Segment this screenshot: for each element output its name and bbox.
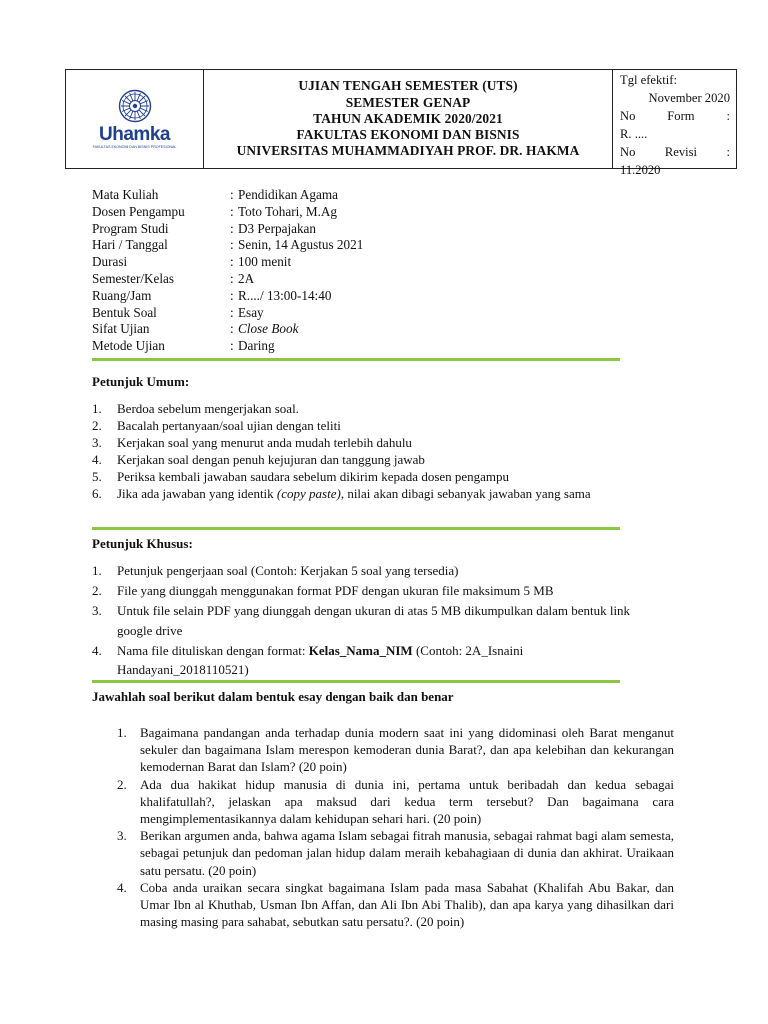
list-item-text: Petunjuk pengerjaan soal (Contoh: Kerjakan 5 soal yang tersedia) xyxy=(117,563,459,578)
list-item: 1. Berdoa sebelum mengerjakan soal. xyxy=(92,400,675,417)
semester-line: SEMESTER GENAP xyxy=(345,94,471,110)
question-item: 1. Bagaimana pandangan anda terhadap dunia modern saat ini yang didominasi oleh Barat menganut sekuler dan bagaimana Islam merespon kemoderan dunia Barat?, dan apa kelebihan dan kekurangan kemodernan Barat dan Islam? (20 poin) xyxy=(117,725,674,775)
form-number-label-b: Form xyxy=(667,109,695,123)
info-value: Esay xyxy=(238,304,264,320)
revision-label-a: No xyxy=(620,145,636,159)
info-value: Senin, 14 Agustus 2021 xyxy=(238,237,364,253)
general-instructions-title: Petunjuk Umum: xyxy=(92,374,190,389)
list-item-text: Kerjakan soal dengan penuh kejujuran dan tanggung jawab xyxy=(117,452,425,467)
info-label: Dosen Pengampu xyxy=(92,203,185,219)
general-instructions-list xyxy=(92,400,675,502)
info-label: Ruang/Jam xyxy=(92,287,152,303)
info-separator: : xyxy=(230,220,234,236)
form-number-label-a: No xyxy=(620,109,636,123)
form-meta-block xyxy=(613,70,736,177)
info-separator: : xyxy=(230,321,234,337)
list-item-text: Berdoa sebelum mengerjakan soal. xyxy=(117,401,299,416)
question-text: Berikan argumen anda, bahwa agama Islam sebagai fitrah manusia, sebagai rahmat bagi alam semesta, sebagai petunjuk dan pedoman jalan hidup dalam meraih kebahagiaan di dunia dan akhirat. Uraikaan satu persatu. (20 poin) xyxy=(140,828,674,878)
document-header xyxy=(65,69,737,177)
list-item: 2. File yang diunggah menggunakan format PDF dengan ukuran file maksimum 5 MB xyxy=(92,581,652,601)
revision-label-b: Revisi xyxy=(664,145,698,159)
faculty-line: FAKULTAS EKONOMI DAN BISNIS xyxy=(296,127,520,143)
course-info xyxy=(92,187,363,355)
list-item: 1. Petunjuk pengerjaan soal (Contoh: Kerjakan 5 soal yang tersedia) xyxy=(92,561,652,581)
list-item-text: Bacalah pertanyaan/soal ujian dengan teliti xyxy=(117,418,341,433)
questions-title: Jawahlah soal berikut dalam bentuk esay dengan baik dan benar xyxy=(92,689,454,704)
list-item: 2. Bacalah pertanyaan/soal ujian dengan teliti xyxy=(92,417,675,434)
question-text: Ada dua hakikat hidup manusia di dunia ini, pertama untuk beribadah dan kedua sebagai khalifatullah?, jelaskan apa maksud dari kedua term tersebut? Dan bagaimana cara mengimplementasikannya dalam kehidupan sehari hari. (20 poin) xyxy=(140,776,674,827)
info-label: Hari / Tanggal xyxy=(92,237,168,253)
question-item: 4. Coba anda uraikan secara singkat bagaimana Islam pada masa Sabahat (Khalifah Abu Bakar, dan Umar Ibn al Khuthab, Usman Ibn Affan, dan Ali Ibn Abi Thalib), dan apa karya yang dihasilkan dari masing masing para sahabat, sebutkan satu persatu?. (20 poin) xyxy=(117,879,674,930)
list-item-text: Kerjakan soal yang menurut anda mudah terlebih dahulu xyxy=(117,435,412,450)
exam-nature-value: Close Book xyxy=(238,321,299,337)
info-value: R..../ 13:00-14:40 xyxy=(238,287,332,303)
list-item: 3. Kerjakan soal yang menurut anda mudah terlebih dahulu xyxy=(92,434,675,451)
effective-date-label: Tgl efektif: xyxy=(620,73,677,87)
info-separator: : xyxy=(230,338,234,354)
info-separator: : xyxy=(230,203,234,219)
info-label: Sifat Ujian xyxy=(92,321,150,337)
info-row xyxy=(92,321,363,338)
info-value: Pendidikan Agama xyxy=(238,187,338,202)
list-item: 3. Untuk file selain PDF yang diunggah dengan ukuran di atas 5 MB dikumpulkan dalam bentuk link google drive xyxy=(92,601,652,640)
info-separator: : xyxy=(230,237,234,253)
effective-date-value: November 2020 xyxy=(648,91,730,105)
info-label: Semester/Kelas xyxy=(92,270,175,286)
revision-row xyxy=(620,143,730,161)
info-separator: : xyxy=(230,187,234,202)
file-format-emphasis: Kelas_Nama_NIM xyxy=(308,642,413,658)
info-value: Daring xyxy=(238,338,275,354)
info-value: Toto Tohari, M.Ag xyxy=(238,203,338,219)
info-value: 100 menit xyxy=(238,254,292,270)
info-value: 2A xyxy=(238,270,255,286)
logo-text: Uhamka xyxy=(99,123,170,145)
list-item-text: Nama file dituliskan dengan format: Kelas_Nama_NIM (Contoh: 2A_Isnaini Handayani_2018110521) xyxy=(117,642,524,677)
list-item-text: Periksa kembali jawaban saudara sebelum dikirim kepada dosen pengampu xyxy=(117,469,510,484)
divider xyxy=(92,527,620,530)
question-text: Coba anda uraikan secara singkat bagaimana Islam pada masa Sabahat (Khalifah Abu Bakar, dan Umar Ibn al Khuthab, Usman Ibn Affan, dan Ali Ibn Abi Thalib), dan apa karya yang dihasilkan dari masing masing para sahabat, sebutkan satu persatu?. (20 poin) xyxy=(140,879,674,930)
revision-value: 11.2020 xyxy=(620,163,661,177)
info-row xyxy=(92,221,363,238)
info-label: Program Studi xyxy=(92,220,169,236)
special-instructions-list xyxy=(92,561,652,680)
info-label: Bentuk Soal xyxy=(92,304,157,320)
divider xyxy=(92,680,620,683)
info-separator: : xyxy=(230,304,234,320)
info-value xyxy=(238,321,298,338)
info-row xyxy=(92,288,363,305)
question-item: 2. Ada dua hakikat hidup manusia di dunia ini, pertama untuk beribadah dan kedua sebagai khalifatullah?, jelaskan apa maksud dari kedua term tersebut? Dan bagaimana cara mengimplementasikannya dalam kehidupan sehari hari. (20 poin) xyxy=(117,776,674,827)
form-number-value: R. .... xyxy=(620,127,648,141)
university-seal-icon xyxy=(118,89,152,123)
exam-title-line: UJIAN TENGAH SEMESTER (UTS) xyxy=(298,78,518,94)
info-separator: : xyxy=(230,254,234,270)
list-item-text: Untuk file selain PDF yang diunggah dengan ukuran di atas 5 MB dikumpulkan dalam bentuk link google drive xyxy=(117,603,631,638)
revision-colon: : xyxy=(726,145,730,159)
logo-cell xyxy=(66,70,204,168)
info-row xyxy=(92,204,363,221)
list-item: 4. Kerjakan soal dengan penuh kejujuran dan tanggung jawab xyxy=(92,451,675,468)
info-separator: : xyxy=(230,270,234,286)
academic-year-line: TAHUN AKADEMIK 2020/2021 xyxy=(313,110,503,126)
list-item: 4. Nama file dituliskan dengan format: Kelas_Nama_NIM (Contoh: 2A_Isnaini Handayani_2018110521) xyxy=(92,641,652,680)
info-row xyxy=(92,254,363,271)
form-number-colon: : xyxy=(726,109,730,123)
list-item-text: Jika ada jawaban yang identik (copy paste), nilai akan dibagi sebanyak jawaban yang sama xyxy=(117,486,591,501)
list-item: 6. Jika ada jawaban yang identik (copy paste), nilai akan dibagi sebanyak jawaban yang sama xyxy=(92,485,675,502)
info-label: Durasi xyxy=(92,254,128,270)
list-item-text: File yang diunggah menggunakan format PDF dengan ukuran file maksimum 5 MB xyxy=(117,583,554,598)
question-text: Bagaimana pandangan anda terhadap dunia modern saat ini yang didominasi oleh Barat menganut sekuler dan bagaimana Islam merespon kemoderan dunia Barat?, dan apa kelebihan dan kekurangan kemodernan Barat dan Islam? (20 poin) xyxy=(140,725,674,775)
university-line: UNIVERSITAS MUHAMMADIYAH PROF. DR. HAKMA xyxy=(236,143,580,159)
list-item: 5. Periksa kembali jawaban saudara sebelum dikirim kepada dosen pengampu xyxy=(92,468,675,485)
info-row xyxy=(92,271,363,288)
info-label: Mata Kuliah xyxy=(92,187,159,202)
question-item: 3. Berikan argumen anda, bahwa agama Islam sebagai fitrah manusia, sebagai rahmat bagi alam semesta, sebagai petunjuk dan pedoman jalan hidup dalam meraih kebahagiaan di dunia dan akhirat. Uraikaan satu persatu. (20 poin) xyxy=(117,828,674,878)
info-row xyxy=(92,187,363,204)
questions-list xyxy=(117,724,674,930)
form-number-row xyxy=(620,107,730,125)
info-row xyxy=(92,305,363,322)
info-row xyxy=(92,237,363,254)
info-label: Metode Ujian xyxy=(92,338,165,354)
divider xyxy=(92,358,620,361)
copy-paste-emphasis: (copy paste) xyxy=(276,486,341,501)
special-instructions-title: Petunjuk Khusus: xyxy=(92,536,193,551)
exam-title-block xyxy=(204,70,613,168)
info-separator: : xyxy=(230,287,234,303)
info-row xyxy=(92,338,363,355)
info-value: D3 Perpajakan xyxy=(238,220,316,236)
logo-tagline: FAKULTAS EKONOMI DAN BISNIS PROFESIONAL xyxy=(92,144,177,149)
